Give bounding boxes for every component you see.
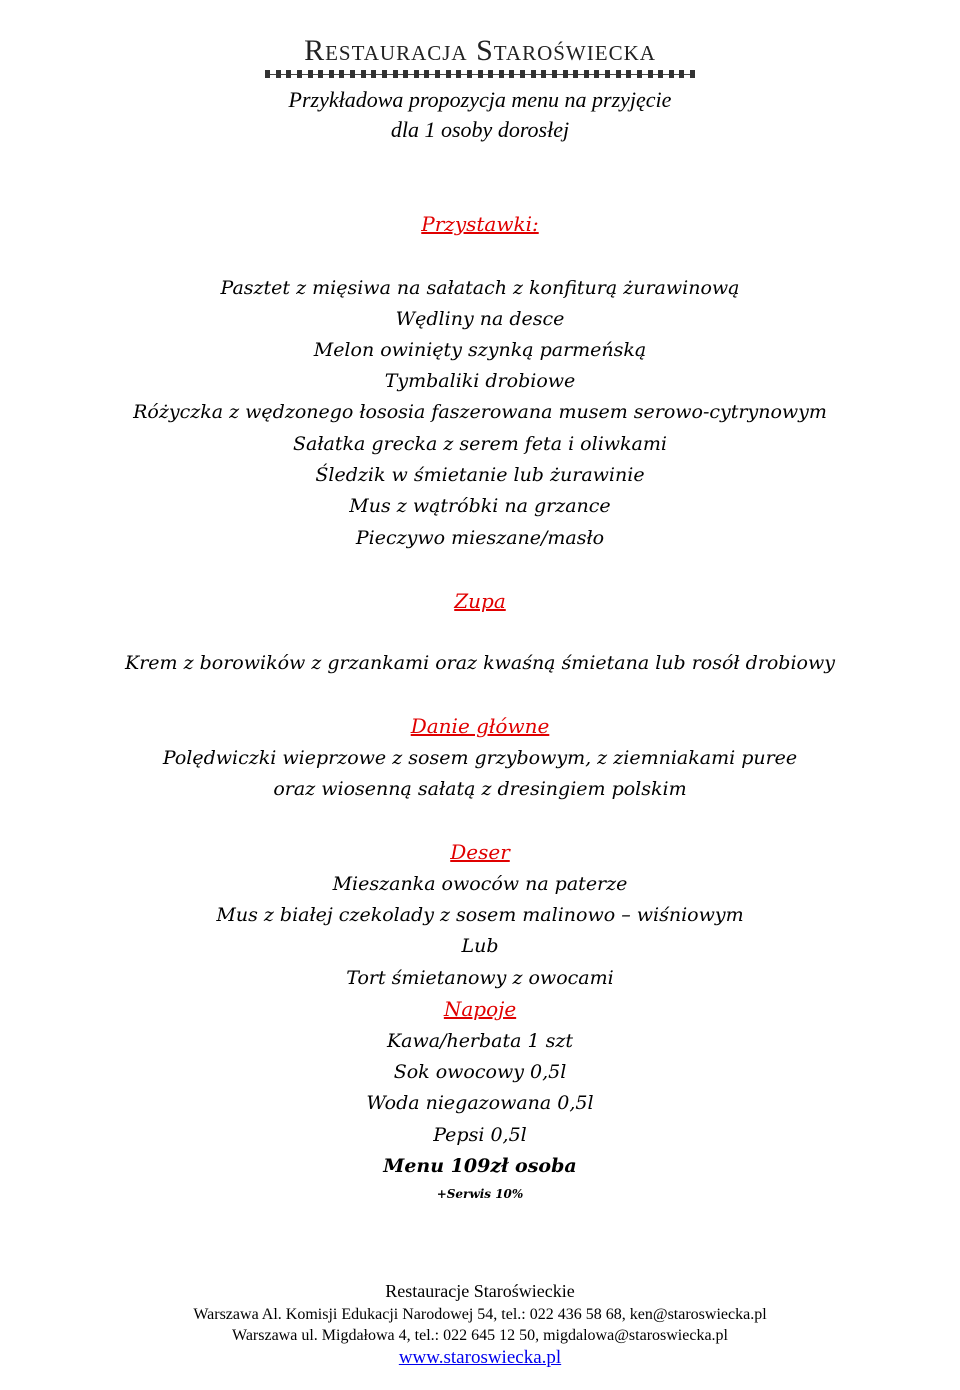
menu-item: Kawa/herbata 1 szt	[386, 1030, 574, 1052]
menu-item: Wędliny na desce	[395, 308, 565, 330]
menu-item: Pepsi 0,5l	[433, 1124, 527, 1146]
menu-item: Woda niegazowana 0,5l	[366, 1092, 594, 1114]
logo-ornament	[265, 70, 695, 80]
section-heading-napoje: Napoje	[443, 997, 517, 1021]
section-heading-deser: Deser	[450, 840, 510, 864]
menu-item: Lub	[461, 935, 499, 957]
intro-line-2: dla 1 osoby dorosłej	[390, 117, 570, 142]
menu-item: Sałatka grecka z serem feta i oliwkami	[293, 433, 667, 455]
restaurant-logo	[0, 34, 960, 80]
menu-item: Polędwiczki wieprzowe z sosem grzybowym, z ziemniakami puree	[162, 747, 798, 769]
menu-item: oraz wiosenną sałatą z dresingiem polskim	[273, 778, 687, 800]
section-heading-przystawki: Przystawki:	[421, 212, 539, 236]
footer-address-migdalowa: Warszawa ul. Migdałowa 4, tel.: 022 645 12 50, migdalowa@staroswiecka.pl	[232, 1327, 728, 1344]
menu-item: Śledzik w śmietanie lub żurawinie	[315, 464, 645, 486]
menu-item: Tort śmietanowy z owocami	[346, 967, 614, 989]
service-charge: +Serwis 10%	[436, 1187, 524, 1201]
intro-line-1: Przykładowa propozycja menu na przyjęcie	[288, 87, 672, 112]
menu-item: Krem z borowików z grzankami oraz kwaśną śmietana lub rosół drobiowy	[125, 652, 835, 674]
website-link[interactable]: www.staroswiecka.pl	[398, 1347, 562, 1368]
menu-item: Pasztet z mięsiwa na sałatach z konfiturą żurawinową	[220, 277, 740, 299]
menu-item: Pieczywo mieszane/masło	[355, 527, 605, 549]
menu-item: Melon owinięty szynką parmeńską	[313, 339, 647, 361]
menu-item: Mus z wątróbki na grzance	[349, 495, 611, 517]
logo-text: Restauracja Staroświecka	[304, 34, 656, 67]
menu-item: Tymbaliki drobiowe	[384, 370, 576, 392]
footer-title: Restauracje Staroświeckie	[385, 1281, 575, 1301]
footer-address-ken: Warszawa Al. Komisji Edukacji Narodowej 54, tel.: 022 436 58 68, ken@staroswiecka.pl	[193, 1306, 767, 1323]
section-heading-danie-glowne: Danie główne	[410, 714, 550, 738]
menu-item: Sok owocowy 0,5l	[393, 1061, 567, 1083]
menu-item: Mus z białej czekolady z sosem malinowo – wiśniowym	[216, 904, 744, 926]
menu-item: Różyczka z wędzonego łososia faszerowana musem serowo-cytrynowym	[133, 401, 827, 423]
menu-price: Menu 109zł osoba	[383, 1155, 577, 1177]
menu-item: Mieszanka owoców na paterze	[332, 873, 628, 895]
section-heading-zupa: Zupa	[454, 589, 506, 613]
